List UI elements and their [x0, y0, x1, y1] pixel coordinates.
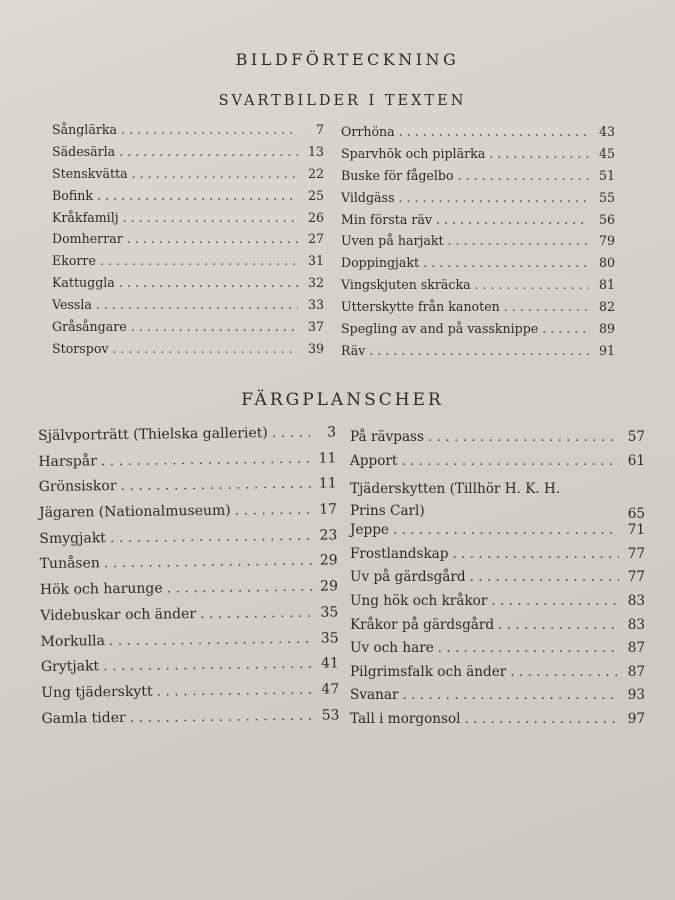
dot-leader — [470, 569, 619, 585]
dot-leader — [423, 255, 589, 270]
dot-leader — [130, 707, 314, 725]
entry-title: Harspår — [38, 452, 97, 470]
entry-title: Sädesärla — [52, 143, 116, 159]
entry-page-number: 55 — [598, 189, 615, 205]
entry-page-number: 25 — [307, 187, 324, 203]
entry-title: Vessla — [52, 297, 92, 313]
toc-entry — [52, 341, 324, 363]
entry-title: Orrhöna — [341, 124, 395, 139]
dot-leader — [272, 425, 310, 441]
toc-entry — [341, 190, 615, 212]
fargplanscher-right-column — [350, 429, 645, 735]
entry-title: Stenskvätta — [52, 165, 128, 181]
dot-leader — [103, 656, 313, 675]
dot-leader — [131, 319, 298, 334]
entry-title: Smygjakt — [39, 529, 106, 547]
entry-page-number: 56 — [598, 211, 615, 227]
entry-title: Min första räv — [341, 211, 432, 227]
dot-leader — [448, 233, 589, 248]
entry-title: Apport — [350, 452, 398, 469]
toc-entry — [341, 212, 615, 234]
entry-title: Spegling av and på vassknippe — [341, 321, 539, 337]
dot-leader — [156, 682, 313, 700]
entry-page-number: 91 — [598, 342, 615, 358]
entry-page-number: 3 — [327, 424, 337, 441]
entry-title: Svanar — [350, 687, 399, 704]
toc-entry — [350, 429, 645, 453]
toc-entry — [52, 210, 324, 232]
dot-leader — [393, 522, 619, 538]
section-heading-fargplanscher: FÄRGPLANSCHER — [241, 390, 444, 410]
dot-leader — [428, 429, 619, 445]
dot-leader — [110, 527, 312, 545]
dot-leader — [401, 453, 619, 469]
toc-entry — [39, 476, 337, 505]
entry-title: Vingskjuten skräcka — [341, 277, 471, 293]
toc-entry — [341, 255, 615, 277]
entry-title: Utterskytte från kanoten — [341, 299, 500, 315]
entry-page-number: 77 — [627, 569, 645, 586]
entry-page-number: 81 — [598, 277, 615, 293]
entry-page-number: 45 — [598, 145, 615, 161]
dot-leader — [504, 299, 589, 314]
dot-leader — [100, 253, 298, 268]
dot-leader — [452, 546, 619, 562]
dot-leader — [101, 450, 311, 469]
dot-leader — [399, 124, 589, 139]
entry-page-number: 22 — [307, 165, 324, 181]
entry-title: Videbuskar och änder — [40, 605, 197, 624]
entry-page-number: 29 — [320, 578, 339, 595]
dot-leader — [104, 553, 312, 572]
entry-title: På rävpass — [350, 429, 425, 445]
dot-leader — [399, 190, 590, 205]
entry-title: Uv och hare — [350, 640, 434, 657]
toc-entry — [52, 253, 324, 275]
entry-page-number: 35 — [320, 604, 339, 621]
entry-page-number: 87 — [627, 663, 645, 680]
fargplanscher-left-column — [38, 424, 340, 736]
entry-page-number: 87 — [627, 640, 645, 657]
dot-leader — [369, 343, 589, 358]
dot-leader — [436, 212, 589, 227]
entry-page-number: 79 — [598, 233, 615, 249]
entry-title: Grytjakt — [40, 658, 100, 676]
entry-page-number: 29 — [319, 552, 338, 570]
toc-entry — [350, 687, 645, 711]
toc-entry — [350, 593, 645, 617]
dot-leader — [97, 188, 298, 203]
entry-title: Kråkor på gärdsgård — [350, 616, 495, 633]
entry-title: Storspov — [52, 340, 109, 356]
toc-entry — [52, 275, 324, 297]
dot-leader — [167, 579, 313, 597]
dot-leader — [119, 275, 298, 290]
toc-entry — [52, 297, 324, 319]
entry-title: Grönsiskor — [38, 478, 117, 496]
dot-leader — [465, 711, 619, 727]
toc-entry — [41, 630, 339, 659]
dot-leader — [96, 297, 298, 312]
toc-entry — [341, 168, 615, 190]
entry-page-number: 97 — [627, 710, 645, 727]
toc-entry — [350, 640, 645, 664]
entry-title: Tunåsen — [39, 555, 100, 573]
toc-entry — [38, 424, 336, 453]
entry-page-number: 53 — [321, 706, 340, 724]
entry-title: Morkulla — [40, 632, 105, 650]
toc-entry — [350, 453, 645, 477]
dot-leader — [489, 146, 589, 161]
dot-leader — [200, 604, 312, 621]
toc-entry — [350, 476, 645, 522]
toc-entry — [39, 501, 337, 530]
page-title: BILDFÖRTECKNING — [235, 50, 460, 69]
entry-title: Ung tjäderskytt — [41, 683, 153, 701]
toc-entry — [341, 233, 615, 255]
entry-page-number: 32 — [307, 275, 324, 291]
toc-entry — [341, 343, 615, 365]
entry-page-number: 89 — [598, 321, 615, 337]
dot-leader — [121, 122, 298, 137]
entry-title: Självporträtt (Thielska galleriet) — [38, 425, 268, 444]
entry-title: Sånglärka — [52, 122, 118, 137]
toc-entry — [350, 546, 645, 570]
dot-leader — [123, 210, 298, 225]
entry-title: Jeppe — [350, 522, 389, 539]
entry-title: Buske för fågelbo — [341, 167, 454, 183]
toc-entry — [39, 527, 337, 556]
toc-entry — [52, 166, 324, 188]
toc-entry — [40, 578, 338, 607]
toc-entry — [350, 664, 645, 688]
toc-entry — [52, 144, 324, 166]
dot-leader — [132, 166, 298, 181]
entry-title: Hök och harunge — [39, 580, 163, 599]
entry-page-number: 80 — [598, 255, 615, 271]
entry-title: Bofink — [52, 187, 93, 203]
entry-title: Doppingjakt — [341, 255, 420, 271]
toc-entry — [341, 277, 615, 299]
toc-entry — [341, 124, 615, 146]
toc-entry — [41, 707, 339, 736]
toc-entry — [52, 319, 324, 341]
entry-title: Tall i morgonsol — [350, 710, 461, 727]
dot-leader — [402, 687, 619, 703]
entry-page-number: 11 — [318, 475, 337, 492]
dot-leader — [235, 502, 312, 519]
entry-page-number: 83 — [627, 616, 645, 633]
entry-page-number: 11 — [318, 450, 337, 467]
entry-page-number: 82 — [598, 299, 615, 315]
entry-title: Ung hök och kråkor — [350, 592, 488, 609]
toc-entry — [341, 146, 615, 168]
entry-title: Frostlandskap — [350, 545, 449, 562]
entry-page-number: 35 — [320, 629, 339, 647]
dot-leader — [127, 231, 298, 246]
dot-leader — [438, 640, 619, 656]
entry-page-number: 23 — [319, 527, 338, 544]
entry-page-number: 47 — [321, 681, 340, 698]
entry-title: Jägaren (Nationalmuseum) — [38, 502, 231, 522]
entry-page-number: 31 — [307, 253, 324, 269]
entry-title: Gamla tider — [41, 709, 126, 727]
dot-leader — [120, 476, 310, 494]
entry-page-number: 77 — [627, 545, 645, 562]
entry-page-number: 7 — [315, 122, 324, 137]
toc-entry — [350, 569, 645, 593]
entry-page-number: 37 — [307, 319, 324, 335]
entry-title: Tjäderskytten (Tillhör H. K. H. Prins Carl) — [350, 481, 561, 520]
toc-entry — [52, 231, 324, 253]
entry-page-number: 41 — [320, 655, 339, 672]
entry-page-number: 17 — [319, 501, 338, 518]
entry-title: Kattuggla — [52, 275, 115, 291]
entry-title: Räv — [341, 342, 366, 358]
svartbilder-left-column — [52, 122, 324, 363]
entry-page-number: 27 — [307, 231, 324, 247]
section-heading-svartbilder: SVARTBILDER I TEXTEN — [218, 93, 467, 109]
entry-page-number: 83 — [627, 592, 645, 609]
entry-title: Kråkfamilj — [52, 209, 119, 225]
entry-page-number: 93 — [627, 687, 645, 704]
toc-entry — [350, 522, 645, 546]
toc-entry — [52, 122, 324, 144]
toc-entry — [40, 604, 338, 633]
toc-entry — [41, 656, 339, 685]
entry-title: Ekorre — [52, 253, 96, 269]
entry-title: Sparvhök och piplärka — [341, 145, 486, 161]
dot-leader — [542, 321, 589, 336]
entry-page-number: 26 — [307, 209, 324, 225]
entry-title: Gråsångare — [52, 319, 127, 335]
entry-page-number: 57 — [627, 429, 645, 445]
entry-page-number: 13 — [307, 143, 324, 159]
dot-leader — [113, 341, 298, 356]
entry-title: Uv på gärdsgård — [350, 569, 466, 586]
dot-leader — [491, 593, 619, 609]
toc-entry — [350, 711, 645, 735]
entry-title: Pilgrimsfalk och änder — [350, 663, 507, 680]
toc-entry — [41, 681, 339, 710]
entry-page-number: 51 — [598, 167, 615, 183]
dot-leader — [458, 168, 589, 183]
dot-leader — [119, 144, 298, 159]
entry-page-number: 39 — [307, 340, 324, 356]
dot-leader — [510, 664, 619, 680]
entry-title: Uven på harjakt — [341, 233, 444, 249]
dot-leader — [475, 277, 589, 292]
svartbilder-right-column — [341, 124, 615, 365]
dot-leader — [109, 630, 313, 648]
toc-entry — [52, 188, 324, 210]
toc-entry — [38, 450, 336, 479]
toc-entry — [40, 553, 338, 582]
toc-entry — [341, 299, 615, 321]
toc-entry — [350, 617, 645, 641]
entry-title: Domherrar — [52, 231, 123, 247]
entry-page-number: 33 — [307, 297, 324, 313]
toc-entry — [341, 321, 615, 343]
entry-page-number: 65 — [627, 506, 645, 523]
entry-page-number: 61 — [627, 452, 645, 469]
entry-page-number: 71 — [627, 522, 645, 539]
dot-leader — [498, 617, 619, 633]
entry-page-number: 43 — [598, 124, 615, 139]
entry-title: Vildgäss — [341, 189, 395, 205]
